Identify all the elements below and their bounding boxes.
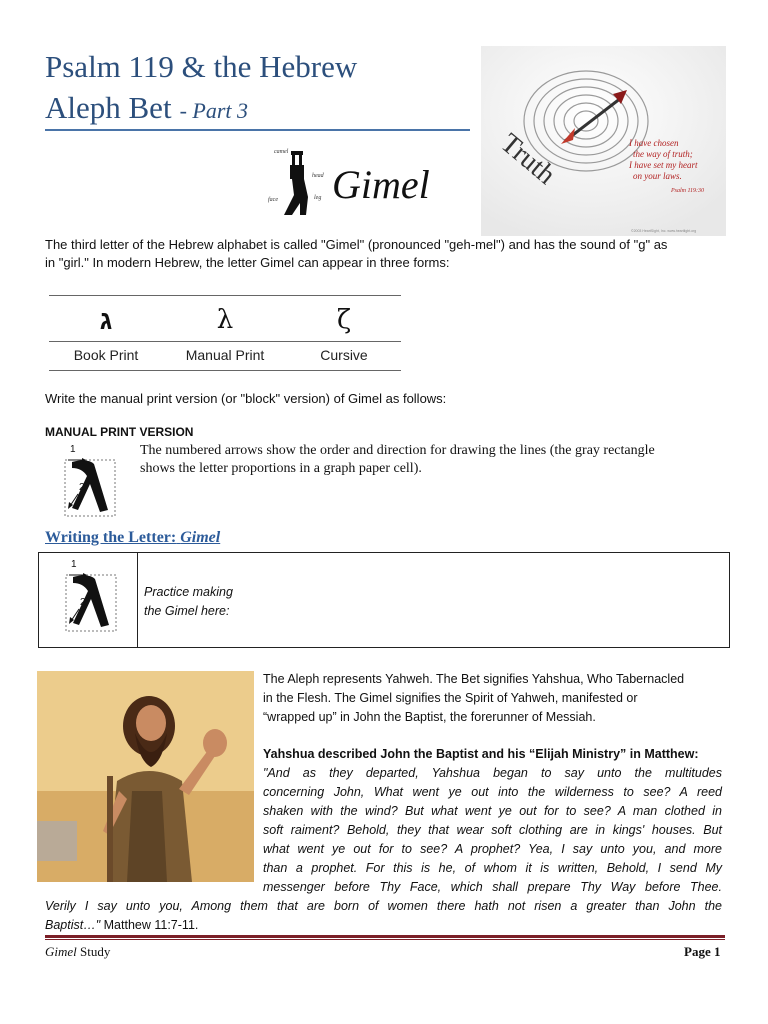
quote-reference-matthew: Matthew 11:7-11. (103, 918, 199, 932)
title-underline (45, 129, 470, 131)
truth-word: Truth (494, 127, 562, 191)
practice-gimel-icon (61, 565, 121, 633)
book-print-label: Book Print (73, 347, 139, 363)
quote-line-4: soft raiment? Behold, they that wear soft clothing are in kings' houses. But (263, 823, 722, 837)
intro-line1: The third letter of the Hebrew alphabet is called "Gimel" (pronounced "geh-mel") and has the sound of "g" as (45, 237, 668, 252)
practice-stroke-diagram (61, 559, 121, 635)
manual-print-heading: MANUAL PRINT VERSION (45, 425, 194, 439)
practice-area[interactable] (249, 559, 719, 641)
writing-heading (45, 529, 220, 547)
quote-line-9: Baptist…" (45, 918, 101, 932)
john-the-baptist-illustration (37, 671, 254, 882)
title-aleph-bet: Aleph Bet (45, 90, 172, 125)
quote-reference: Psalm 119:30 (671, 188, 705, 194)
manual-print-label: Manual Print (185, 347, 265, 363)
quote-line-5: what went ye out for to see? A prophet? Yea, I say unto you, and more (263, 842, 722, 856)
gimel-forms-table (49, 295, 401, 371)
manual-print-glyph: λ (216, 305, 234, 335)
writing-heading-prefix: Writing the Letter: (45, 529, 177, 546)
truth-target-graphic (481, 46, 726, 236)
gimel-pictograph-icon (282, 149, 312, 215)
page-title-line1: Psalm 119 & the Hebrew (45, 49, 358, 84)
page-number: Page 1 (684, 944, 721, 959)
practice-arrow-1: 1 (71, 559, 77, 570)
image-credit: ©2003 HeartSight, Inc. www.heartlight.org (631, 229, 697, 233)
truth-illustration (481, 46, 726, 236)
john-figure (37, 671, 254, 882)
forms-bottom-rule (49, 370, 401, 371)
body-p1-line2: in the Flesh. The Gimel signifies the Spirit of Yahweh, manifested or (263, 691, 638, 705)
gimel-logo (268, 145, 468, 215)
practice-line1: Practice making (144, 585, 233, 599)
logo-label-face: face (268, 197, 278, 203)
quote-line-3: shaken with the wind? But what went ye out for to see? A man clothed in (263, 804, 722, 818)
footer-gimel: Gimel (45, 944, 77, 959)
manual-print-description (140, 442, 730, 478)
forms-mid-rule (49, 341, 401, 342)
logo-label-camel: camel (274, 149, 289, 155)
cursive-glyph: ζ (336, 305, 352, 335)
logo-label-head: head (312, 173, 324, 179)
matthew-quote (263, 764, 722, 897)
write-instruction: Write the manual print version (or "block" version) of Gimel as follows: (45, 391, 447, 406)
quote-line-8: Verily I say unto you, Among them that are born of women there hath not risen a greater than John the (45, 899, 722, 913)
quote-line-6: than a prophet. For this is he, of whom it is written, Behold, I send My (263, 861, 722, 875)
page-title-line2 (45, 89, 248, 130)
logo-label-leg: leg (314, 195, 322, 201)
quote-line2: the way of truth; (633, 149, 693, 159)
practice-instruction (144, 583, 233, 621)
quote-line-7: messenger before Thy Face, which shall prepare Thy Way before Thee. (263, 880, 722, 894)
footer-rule-thick (45, 935, 725, 938)
book-print-glyph: ג (99, 305, 113, 335)
title-part: - Part 3 (179, 98, 249, 123)
quote-line-2: concerning John, What went ye out into the wilderness to see? A reed (263, 785, 722, 799)
quote-line3: I have set my heart (629, 160, 698, 170)
body-p1-line3: “wrapped up” in John the Baptist, the forerunner of Messiah. (263, 710, 596, 724)
quote-final-line (45, 916, 198, 935)
practice-table (38, 552, 730, 648)
manual-desc-line1: The numbered arrows show the order and direction for drawing the lines (the gray rectangle (140, 443, 655, 458)
footer-rule-thin (45, 939, 725, 940)
gimel-stroke-diagram (60, 444, 114, 510)
manual-desc-line2: shows the letter proportions in a graph paper cell). (140, 461, 422, 476)
cursive-label: Cursive (320, 347, 368, 363)
body-p1-line1: The Aleph represents Yahweh. The Bet signifies Yahshua, Who Tabernacled (263, 672, 685, 686)
quote-line1: I have chosen (629, 138, 679, 148)
intro-line2: in "girl." In modern Hebrew, the letter Gimel can appear in three forms: (45, 255, 450, 270)
footer-study: Study (80, 944, 111, 959)
quote-line4: on your laws. (633, 171, 682, 181)
gimel-stroke-icon (60, 450, 120, 518)
practice-divider (137, 553, 138, 647)
aleph-bet-paragraph (263, 670, 684, 727)
quote-line-1: "And as they departed, Yahshua began to say unto the multitudes (263, 766, 722, 780)
footer-title (45, 944, 110, 960)
logo-word: Gimel (332, 162, 430, 207)
practice-arrow-2: 2 (80, 597, 86, 608)
forms-top-rule (49, 295, 401, 296)
arrow-number-1: 1 (70, 444, 76, 455)
practice-line2: the Gimel here: (144, 604, 230, 618)
matthew-heading: Yahshua described John the Baptist and his “Elijah Ministry” in Matthew: (263, 747, 699, 761)
arrow-number-2: 2 (79, 482, 85, 493)
writing-heading-letter: Gimel (180, 529, 221, 546)
